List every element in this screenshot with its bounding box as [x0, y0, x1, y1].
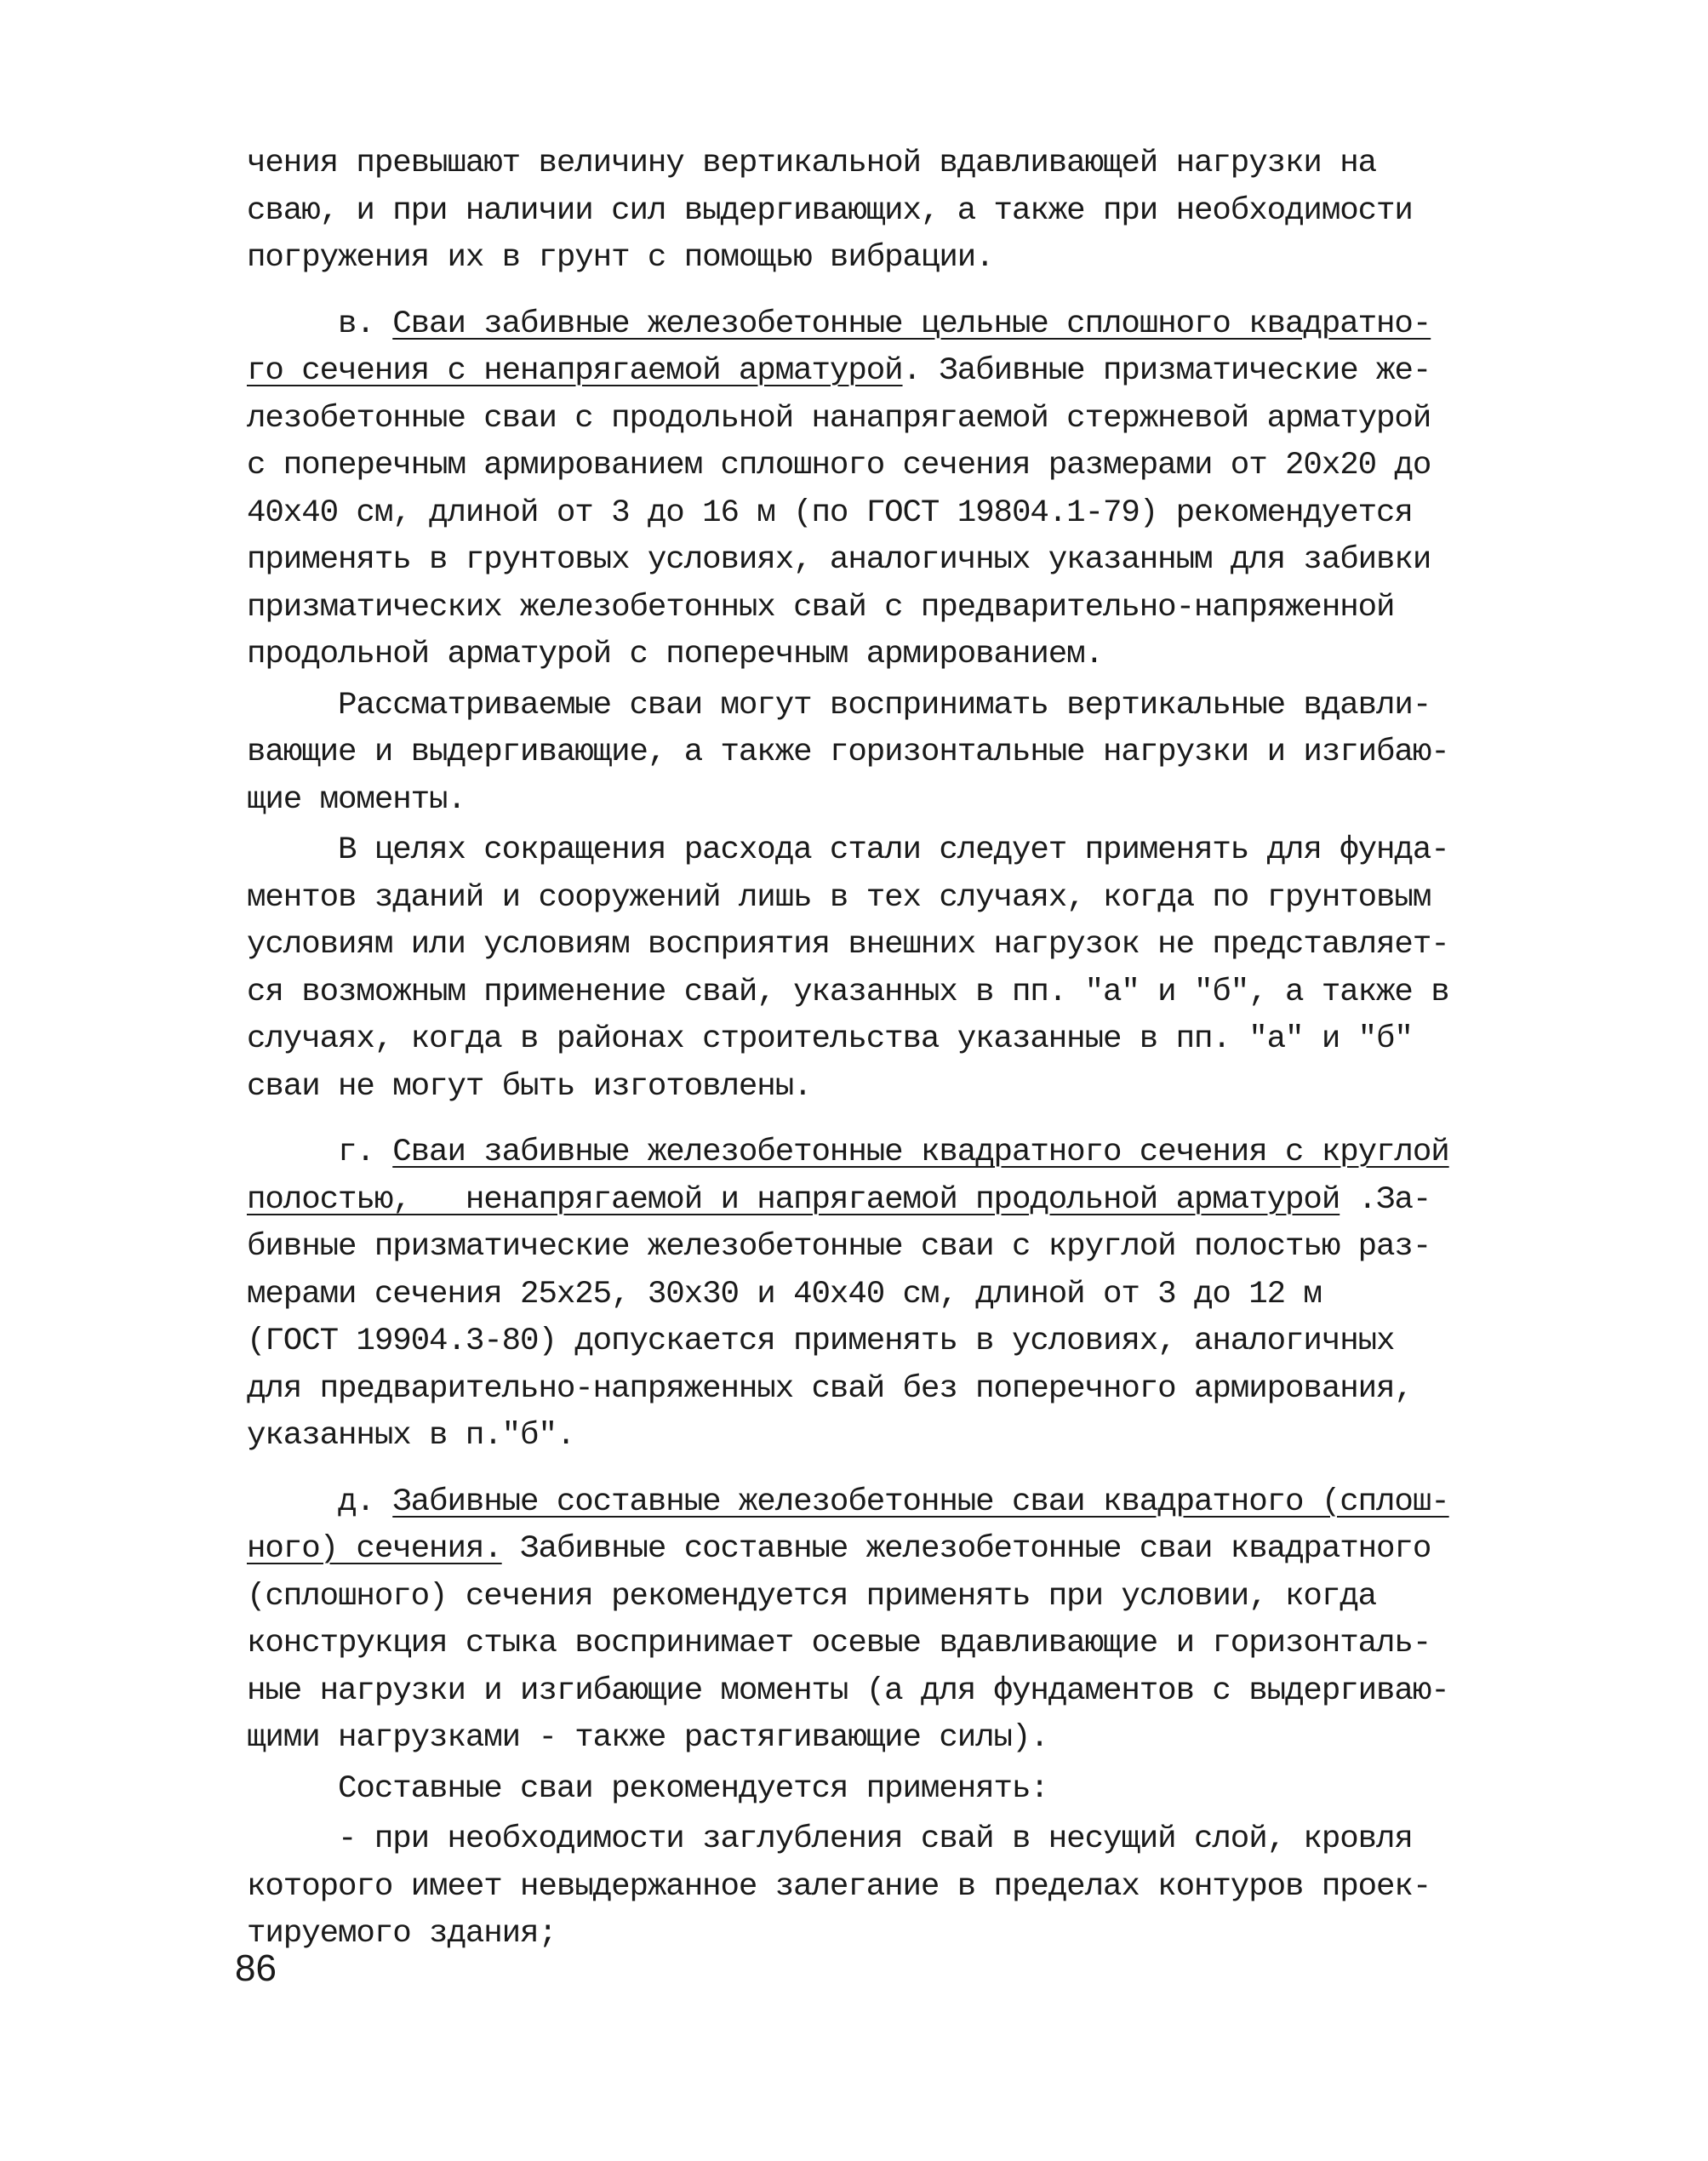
text-line: условиям или условиям восприятия внешних нагрузок не представляет-: [247, 927, 1449, 963]
page-number: 86: [235, 1947, 277, 1989]
line-prefix: г.: [247, 1135, 393, 1170]
underlined-heading: Забивные составные железобетонные сваи квадратного (сплош-: [392, 1484, 1449, 1520]
text-line: ные нагрузки и изгибающие моменты (а для фундаментов с выдергиваю-: [247, 1672, 1449, 1709]
line-suffix: .За-: [1340, 1181, 1431, 1218]
line-prefix: в.: [247, 306, 393, 342]
text-line: ментов зданий и сооружений лишь в тех случаях, когда по грунтовым: [247, 879, 1431, 916]
underlined-heading: ного) сечения.: [247, 1531, 502, 1567]
text-line: сваю, и при наличии сил выдергивающих, а также при необходимости: [247, 192, 1413, 229]
paragraph: [247, 301, 1498, 679]
text-line: [247, 348, 1498, 396]
text-line: продольной арматурой с поперечным армированием.: [247, 637, 1103, 672]
underlined-heading: го сечения с ненапрягаемой арматурой: [247, 353, 903, 389]
text-line: щими нагрузками - также растягивающие силы).: [247, 1720, 1048, 1756]
text-line: бивные призматические железобетонные сваи с круглой полостью раз-: [247, 1229, 1431, 1265]
paragraph: [247, 683, 1498, 825]
line-suffix: . Забивные призматические же-: [902, 353, 1431, 389]
underlined-heading: Сваи забивные железобетонные цельные сплошного квадратно-: [392, 306, 1431, 342]
text-line: - при необходимости заглубления свай в несущий слой, кровля: [247, 1821, 1413, 1857]
underlined-heading: полостью, ненапрягаемой и напрягаемой продольной арматурой: [247, 1181, 1340, 1218]
text-line: с поперечным армированием сплошного сечения размерами от 20х20 до: [247, 448, 1431, 483]
paragraph: [247, 827, 1498, 1111]
text-line: [247, 1479, 1498, 1527]
body-text: [247, 140, 1498, 1958]
text-line: лезобетонные сваи с продольной нанапрягаемой стержневой арматурой: [247, 400, 1431, 437]
text-line: призматических железобетонных свай с предварительно-напряженной: [247, 589, 1395, 626]
text-line: [247, 1177, 1498, 1225]
text-line: [247, 1526, 1498, 1574]
paragraph: [247, 140, 1498, 283]
text-line: В целях сокращения расхода стали следует применять для фунда-: [247, 832, 1449, 868]
text-line: чения превышают величину вертикальной вдавливающей нагрузки на: [247, 146, 1377, 181]
paragraph: [247, 1479, 1498, 1763]
paragraph: [247, 1129, 1498, 1461]
text-line: сваи не могут быть изготовлены.: [247, 1068, 812, 1105]
text-line: погружения их в грунт с помощью вибрации.: [247, 240, 994, 276]
text-line: которого имеет невыдержанное залегание в пределах контуров проек-: [247, 1868, 1431, 1905]
text-line: [247, 1129, 1498, 1177]
underlined-heading: Сваи забивные железобетонные квадратного сечения с круглой: [392, 1135, 1449, 1170]
text-line: вающие и выдергивающие, а также горизонтальные нагрузки и изгибаю-: [247, 735, 1449, 770]
text-line: [247, 301, 1498, 349]
paragraph: [247, 1816, 1498, 1958]
text-line: (сплошного) сечения рекомендуется применять при условии, когда: [247, 1578, 1377, 1615]
text-line: тируемого здания;: [247, 1916, 557, 1952]
text-line: для предварительно-напряженных свай без поперечного армирования,: [247, 1370, 1413, 1407]
text-line: случаях, когда в районах строительства указанные в пп. "а" и "б": [247, 1021, 1413, 1057]
text-line: применять в грунтовых условиях, аналогичных указанным для забивки: [247, 542, 1431, 578]
text-line: Составные сваи рекомендуется применять:: [247, 1770, 1048, 1807]
line-prefix: д.: [247, 1484, 393, 1520]
text-line: ся возможным применение свай, указанных в пп. "а" и "б", а также в: [247, 974, 1449, 1010]
text-line: (ГОСТ 19904.3-80) допускается применять в условиях, аналогичных: [247, 1323, 1395, 1359]
line-suffix: Забивные составные железобетонные сваи квадратного: [501, 1531, 1431, 1567]
text-line: 40х40 см, длиной от 3 до 16 м (по ГОСТ 19804.1-79) рекомендуется: [247, 495, 1413, 531]
paragraph: [247, 1766, 1498, 1814]
text-line: щие моменты.: [247, 781, 466, 818]
text-line: конструкция стыка воспринимает осевые вдавливающие и горизонталь-: [247, 1626, 1431, 1661]
text-line: указанных в п."б".: [247, 1418, 575, 1454]
text-line: Рассматриваемые сваи могут воспринимать вертикальные вдавли-: [247, 687, 1431, 723]
text-line: мерами сечения 25х25, 30х30 и 40х40 см, длиной от 3 до 12 м: [247, 1276, 1322, 1312]
